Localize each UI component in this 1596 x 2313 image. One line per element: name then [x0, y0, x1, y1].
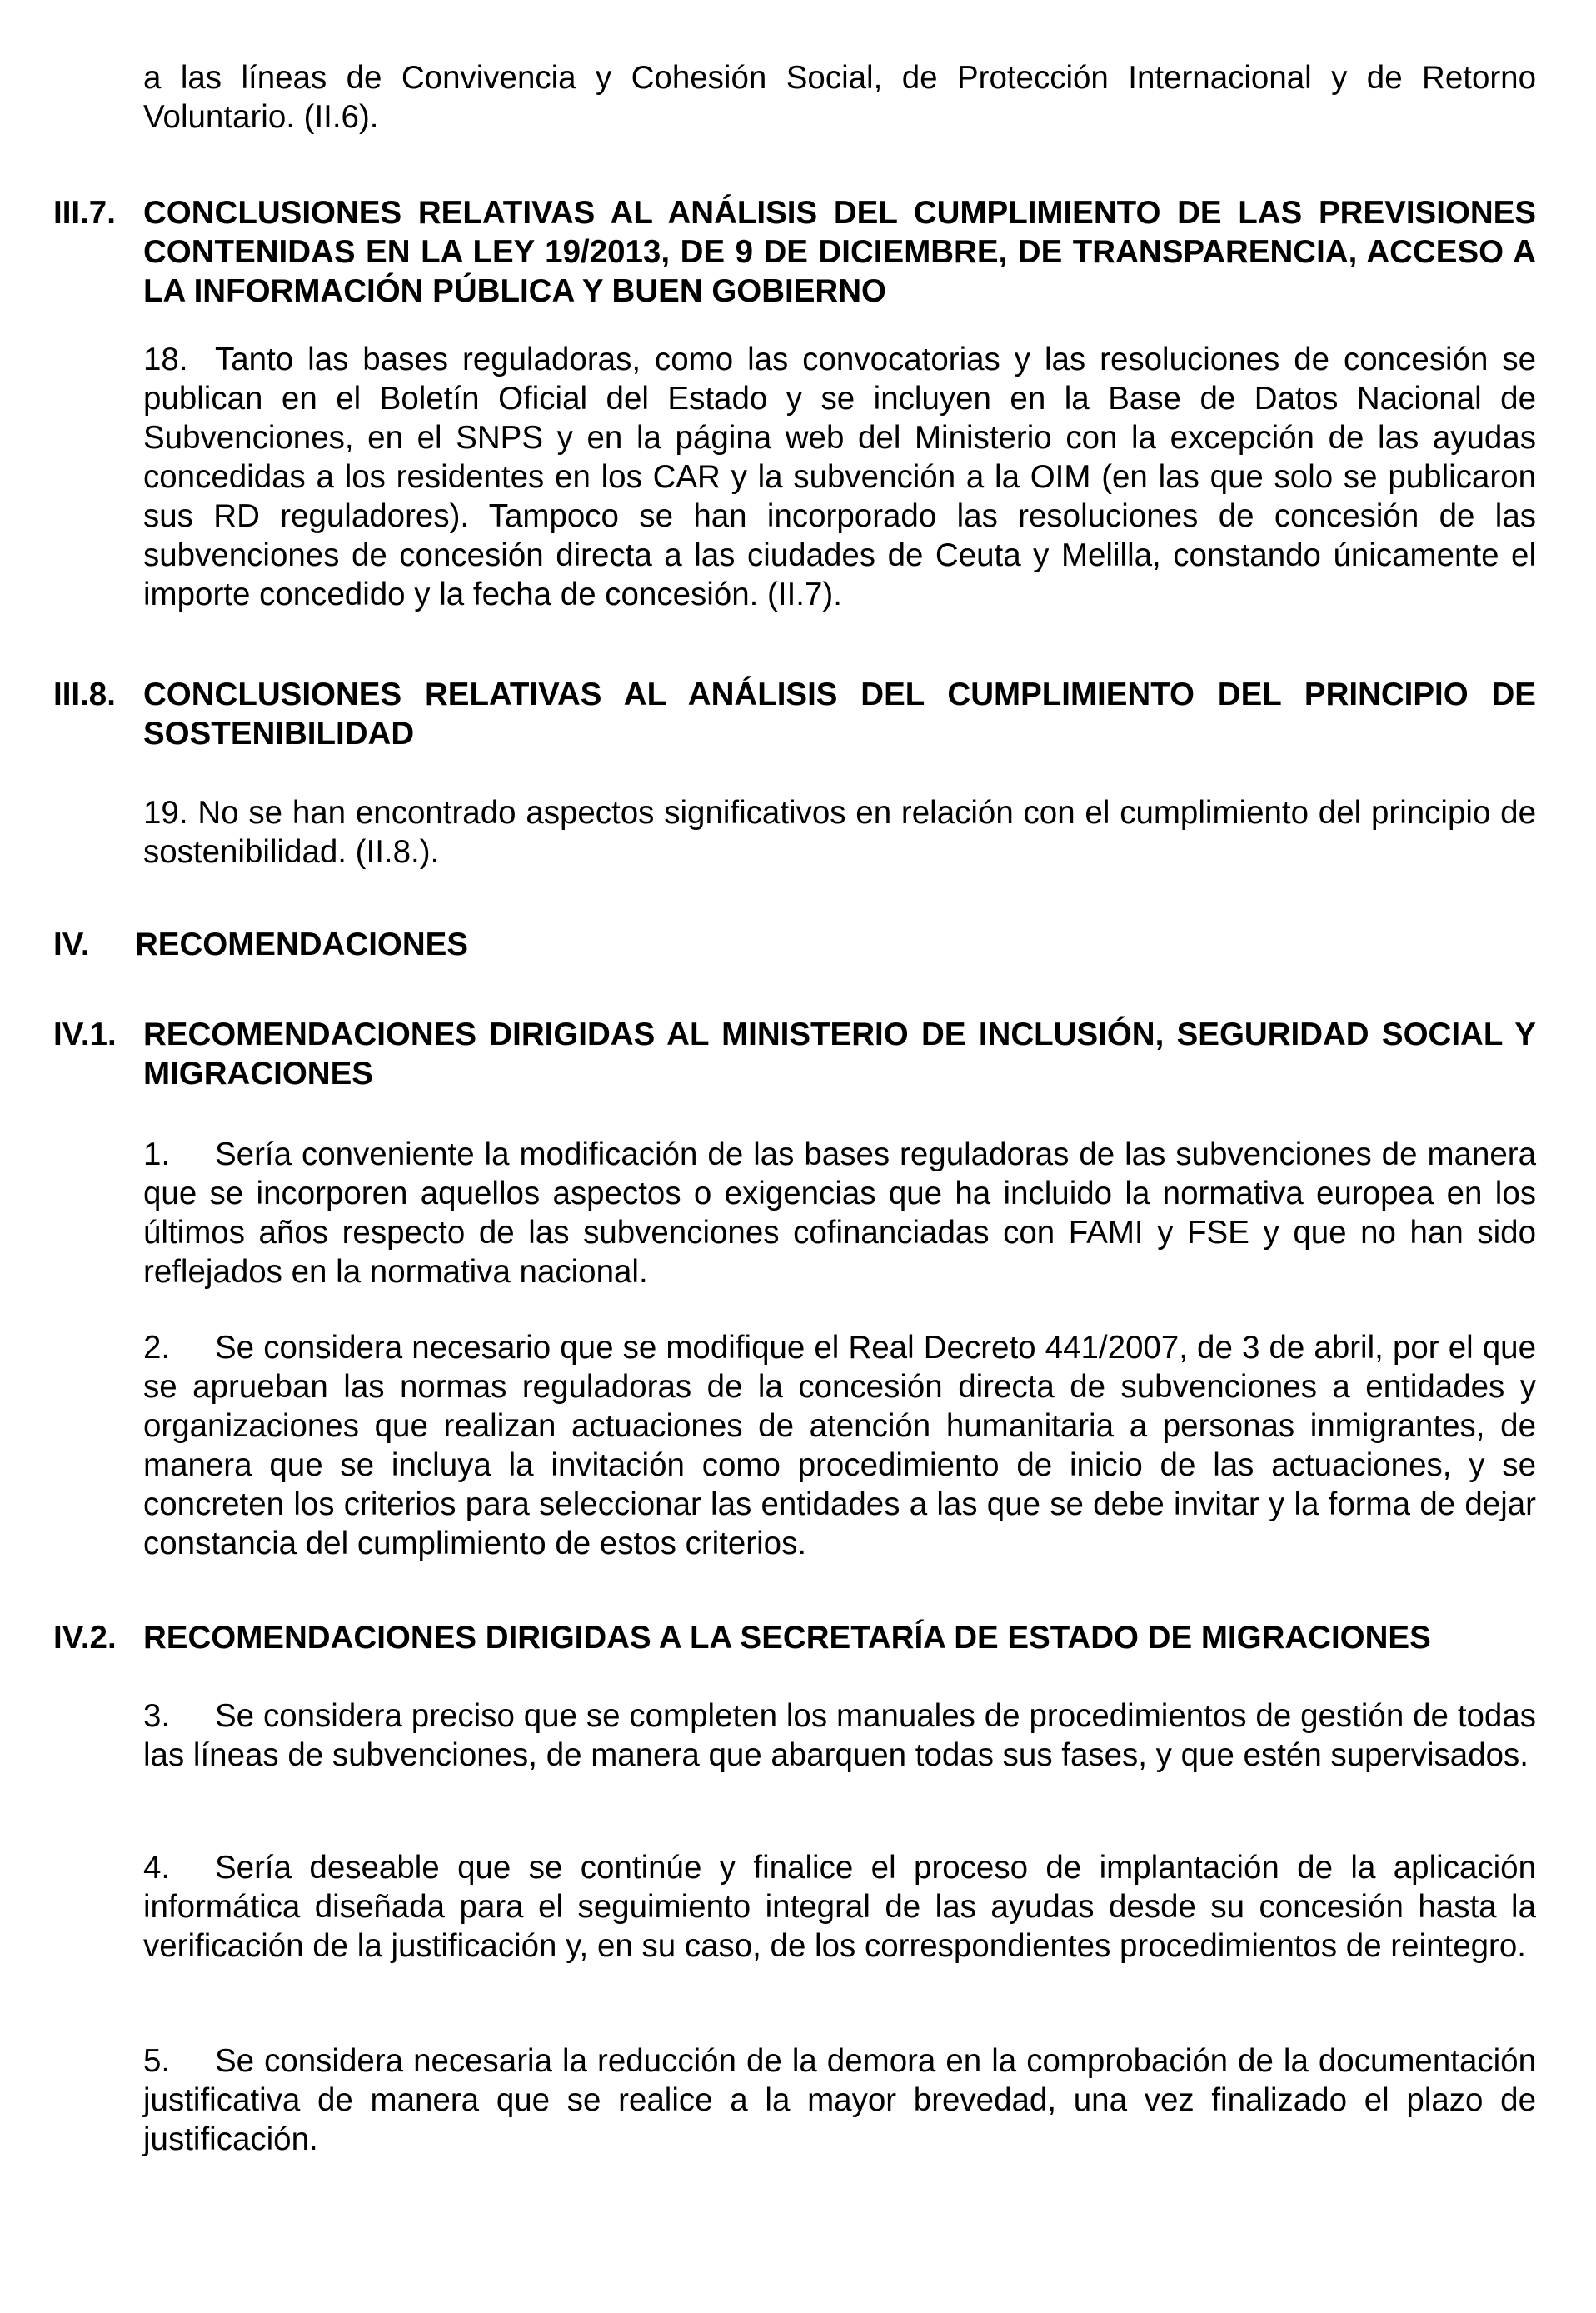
section-title-iv-1: RECOMENDACIONES DIRIGIDAS AL MINISTERIO DE INCLUSIÓN, SEGURIDAD SOCIAL Y MIGRACIONES — [143, 1017, 1536, 1092]
paragraph-number: 18. — [143, 342, 188, 377]
paragraph-text: Sería conveniente la modificación de las bases reguladoras de las subvenciones de manera que se incorporen aquellos aspectos o exigencias que ha incluido la normativa europea en los últimos años respecto de las subvenciones cofinanciadas con FAMI y FSE y que no han sido reflejados en la normativa nacional. — [143, 1137, 1536, 1290]
paragraph-number: 3. — [143, 1698, 171, 1734]
paragraph-number: 1. — [143, 1137, 171, 1172]
section-number-iii-7: III.7. — [53, 195, 116, 231]
paragraph-number: 19. — [143, 795, 188, 831]
section-number-iv-1: IV.1. — [53, 1017, 117, 1052]
continuation-paragraph: a las líneas de Convivencia y Cohesión Social, de Protección Internacional y de Retorno Voluntario. (II.6). — [143, 60, 1536, 135]
recommendation-3 — [143, 1696, 1536, 1775]
paragraph-19 — [143, 793, 1536, 872]
section-title-iv-2: RECOMENDACIONES DIRIGIDAS A LA SECRETARÍA DE ESTADO DE MIGRACIONES — [143, 1620, 1431, 1656]
recommendation-2 — [143, 1328, 1536, 1563]
paragraph-text: Sería deseable que se continúe y finalice el proceso de implantación de la aplicación informática diseñada para el seguimiento integral de las ayudas desde su concesión hasta la verificación de la justificación y, en su caso, de los correspondientes procedimientos de reintegro. — [143, 1850, 1536, 1964]
recommendation-5 — [143, 2041, 1536, 2159]
paragraph-text: Se considera preciso que se completen los manuales de procedimientos de gestión de todas las líneas de subvenciones, de manera que abarquen todas sus fases, y que estén supervisados. — [143, 1698, 1536, 1773]
paragraph-18 — [143, 340, 1536, 614]
paragraph-number: 2. — [143, 1330, 171, 1366]
section-title-iii-7: CONCLUSIONES RELATIVAS AL ANÁLISIS DEL CUMPLIMIENTO DE LAS PREVISIONES CONTENIDAS EN LA LEY 19/2013, DE 9 DE DICIEMBRE, DE TRANSPARENCIA, ACCESO A LA INFORMACIÓN PÚBLICA Y BUEN GOBIERNO — [143, 195, 1536, 309]
paragraph-number: 4. — [143, 1850, 171, 1886]
paragraph-text: Se considera necesaria la reducción de la demora en la comprobación de la documentación justificativa de manera que se realice a la mayor brevedad, una vez finalizado el plazo de justificación. — [143, 2043, 1536, 2157]
paragraph-text: Se considera necesario que se modifique el Real Decreto 441/2007, de 3 de abril, por el que se aprueban las normas reguladoras de la concesión directa de subvenciones a entidades y organizaciones que realizan actuaciones de atención humanitaria a personas inmigrantes, de manera que se incluya la invitación como procedimiento de inicio de las actuaciones, y se concreten los criterios para seleccionar las entidades a las que se debe invitar y la forma de dejar constancia del cumplimiento de estos criterios. — [143, 1330, 1536, 1561]
section-number-iv: IV. — [53, 927, 90, 962]
section-number-iii-8: III.8. — [53, 677, 116, 712]
section-number-iv-2: IV.2. — [53, 1620, 117, 1656]
section-title-iv: RECOMENDACIONES — [135, 927, 469, 962]
section-title-iii-8: CONCLUSIONES RELATIVAS AL ANÁLISIS DEL CUMPLIMIENTO DEL PRINCIPIO DE SOSTENIBILIDAD — [143, 677, 1536, 752]
recommendation-1 — [143, 1135, 1536, 1291]
recommendation-4 — [143, 1848, 1536, 1966]
paragraph-text: No se han encontrado aspectos significativos en relación con el cumplimiento del principio de sostenibilidad. (II.8.). — [143, 795, 1536, 870]
paragraph-text: Tanto las bases reguladoras, como las convocatorias y las resoluciones de concesión se publican en el Boletín Oficial del Estado y se incluyen en la Base de Datos Nacional de Subvenciones, en el SNPS y en la página web del Ministerio con la excepción de las ayudas concedidas a los residentes en los CAR y la subvención a la OIM (en las que solo se publicaron sus RD reguladores). Tampoco se han incorporado las resoluciones de concesión de las subvenciones de concesión directa a las ciudades de Ceuta y Melilla, constando únicamente el importe concedido y la fecha de concesión. (II.7). — [143, 342, 1536, 612]
paragraph-number: 5. — [143, 2043, 171, 2079]
